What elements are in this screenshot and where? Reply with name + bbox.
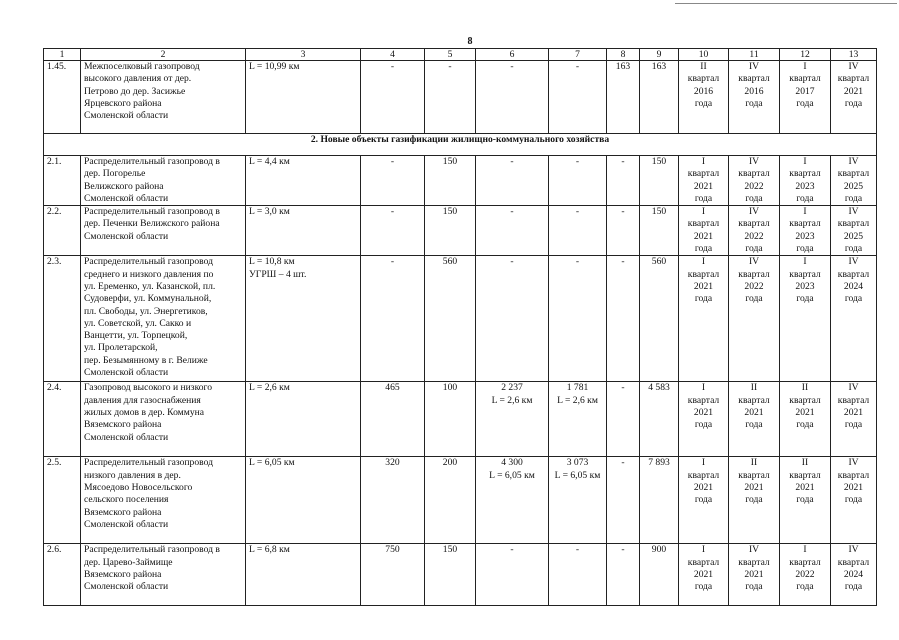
quarter-col11: IV квартал 2022 года: [738, 206, 770, 255]
cell-col7: 3 073 L = 6,05 км: [549, 457, 607, 544]
quarter-col11: IV квартал 2016 года: [738, 61, 770, 109]
quarter-col13: IV квартал 2024 года: [837, 256, 870, 305]
cell-col8: -: [607, 544, 640, 606]
pipeline-length: L = 2,6 км: [246, 382, 361, 457]
cell-col6: -: [476, 156, 549, 206]
quarter-col12: II квартал 2021 года: [789, 382, 821, 431]
pipeline-length: L = 10,8 км УГРШ – 4 шт.: [246, 256, 361, 382]
object-name: Распределительный газопровод в дер. Погорелье Велижского района Смоленской области: [81, 156, 246, 206]
quarter-col11: II квартал 2021 года: [738, 457, 770, 506]
section-title: 2. Новые объекты газификации жилищно-коммунального хозяйства: [44, 134, 877, 156]
cell-col7: -: [549, 544, 607, 606]
col-header: 12: [780, 49, 831, 61]
cell-col6: 2 237 L = 2,6 км: [476, 382, 549, 457]
cell-col4: -: [361, 156, 425, 206]
quarter-col10: I квартал 2021 года: [687, 544, 720, 593]
col-header: 1: [44, 49, 81, 61]
cell-col9: 150: [640, 206, 679, 256]
gasification-table: [43, 48, 877, 606]
cell-col5: 150: [425, 544, 476, 606]
quarter-col10: I квартал 2021 года: [687, 382, 720, 431]
cell-col5: 100: [425, 382, 476, 457]
pipeline-length: L = 6,05 км: [246, 457, 361, 544]
cell-col4: -: [361, 61, 425, 134]
cell-col4: -: [361, 256, 425, 382]
quarter-col13: IV квартал 2021 года: [837, 382, 870, 431]
quarter-col12: I квартал 2017 года: [789, 61, 821, 109]
quarter-col13: IV квартал 2025 года: [837, 156, 870, 204]
cell-col7: -: [549, 61, 607, 134]
row-number: 2.4.: [44, 382, 81, 457]
cell-col4: 465: [361, 382, 425, 457]
top-rule: [675, 3, 897, 4]
quarter-col10: I квартал 2021 года: [687, 256, 720, 305]
cell-col9: 900: [640, 544, 679, 606]
cell-col6: -: [476, 206, 549, 256]
col-header: 6: [476, 49, 549, 61]
quarter-col10: II квартал 2016 года: [687, 61, 720, 109]
table-row: [44, 457, 877, 544]
pipeline-length: L = 3,0 км: [246, 206, 361, 256]
cell-col7: -: [549, 206, 607, 256]
col-header: 7: [549, 49, 607, 61]
cell-col6: 4 300 L = 6,05 км: [476, 457, 549, 544]
row-number: 2.5.: [44, 457, 81, 544]
col-header: 2: [81, 49, 246, 61]
pipeline-length: L = 10,99 км: [246, 61, 361, 134]
table-row: [44, 256, 877, 382]
quarter-col13: IV квартал 2021 года: [837, 457, 870, 506]
cell-col5: 560: [425, 256, 476, 382]
col-header: 5: [425, 49, 476, 61]
pipeline-length: L = 4,4 км: [246, 156, 361, 206]
cell-col7: -: [549, 156, 607, 206]
column-number-row: [44, 49, 877, 61]
row-number: 1.45.: [44, 61, 81, 134]
section-row: [44, 134, 877, 156]
col-header: 10: [679, 49, 729, 61]
row-number: 2.2.: [44, 206, 81, 256]
object-name: Межпоселковый газопровод высокого давления от дер. Петрово до дер. Засижье Ярцевского района Смоленской области: [81, 61, 246, 134]
table-row: [44, 206, 877, 256]
col-header: 11: [729, 49, 780, 61]
object-name: Распределительный газопровод в дер. Царево-Займище Вяземского района Смоленской области: [81, 544, 246, 606]
cell-col5: 150: [425, 156, 476, 206]
quarter-col11: IV квартал 2021 года: [738, 544, 770, 593]
quarter-col11: IV квартал 2022 года: [738, 256, 770, 305]
row-number: 2.1.: [44, 156, 81, 206]
cell-col8: -: [607, 156, 640, 206]
object-name: Распределительный газопровод низкого давления в дер. Мясоедово Новосельского сельского поселения Вяземского района Смоленской области: [81, 457, 246, 544]
object-name: Распределительный газопровод среднего и низкого давления по ул. Еременко, ул. Казанской, пл. Судоверфи, ул. Коммунальной, пл. Свободы, ул. Энергетиков, ул. Советской, ул. Сакко и Ванцетти, ул. Торпецкой, ул. Пролетарской, пер. Безымянному в г. Велиже Смоленской области: [81, 256, 246, 382]
col-header: 13: [831, 49, 877, 61]
col-header: 3: [246, 49, 361, 61]
quarter-col10: I квартал 2021 года: [687, 156, 720, 204]
cell-col7: 1 781 L = 2,6 км: [549, 382, 607, 457]
cell-col6: -: [476, 256, 549, 382]
quarter-col11: II квартал 2021 года: [738, 382, 770, 431]
object-name: Газопровод высокого и низкого давления для газоснабжения жилых домов в дер. Коммуна Вяземского района Смоленской области: [81, 382, 246, 457]
quarter-col13: IV квартал 2021 года: [837, 61, 870, 109]
quarter-col12: I квартал 2022 года: [789, 544, 821, 593]
cell-col4: -: [361, 206, 425, 256]
row-number: 2.3.: [44, 256, 81, 382]
object-name: Распределительный газопровод в дер. Печенки Велижского района Смоленской области: [81, 206, 246, 256]
table-row: [44, 61, 877, 134]
col-header: 4: [361, 49, 425, 61]
quarter-col10: I квартал 2021 года: [687, 457, 720, 506]
table-row: [44, 156, 877, 206]
cell-col8: 163: [607, 61, 640, 134]
quarter-col11: IV квартал 2022 года: [738, 156, 770, 204]
table-row: [44, 382, 877, 457]
cell-col5: 150: [425, 206, 476, 256]
quarter-col12: I квартал 2023 года: [789, 206, 821, 255]
cell-col6: -: [476, 61, 549, 134]
cell-col9: 7 893: [640, 457, 679, 544]
cell-col8: -: [607, 256, 640, 382]
cell-col9: 150: [640, 156, 679, 206]
row-number: 2.6.: [44, 544, 81, 606]
cell-col9: 560: [640, 256, 679, 382]
pipeline-length: L = 6,8 км: [246, 544, 361, 606]
quarter-col10: I квартал 2021 года: [687, 206, 720, 255]
cell-col5: -: [425, 61, 476, 134]
cell-col9: 163: [640, 61, 679, 134]
cell-col4: 750: [361, 544, 425, 606]
table-row: [44, 544, 877, 606]
quarter-col12: II квартал 2021 года: [789, 457, 821, 506]
quarter-col12: I квартал 2023 года: [789, 156, 821, 204]
cell-col6: -: [476, 544, 549, 606]
cell-col9: 4 583: [640, 382, 679, 457]
cell-col8: -: [607, 206, 640, 256]
cell-col8: -: [607, 457, 640, 544]
col-header: 9: [640, 49, 679, 61]
col-header: 8: [607, 49, 640, 61]
cell-col8: -: [607, 382, 640, 457]
cell-col4: 320: [361, 457, 425, 544]
quarter-col12: I квартал 2023 года: [789, 256, 821, 305]
cell-col5: 200: [425, 457, 476, 544]
quarter-col13: IV квартал 2024 года: [837, 544, 870, 593]
quarter-col13: IV квартал 2025 года: [837, 206, 870, 255]
cell-col7: -: [549, 256, 607, 382]
page-number: 8: [467, 36, 473, 47]
